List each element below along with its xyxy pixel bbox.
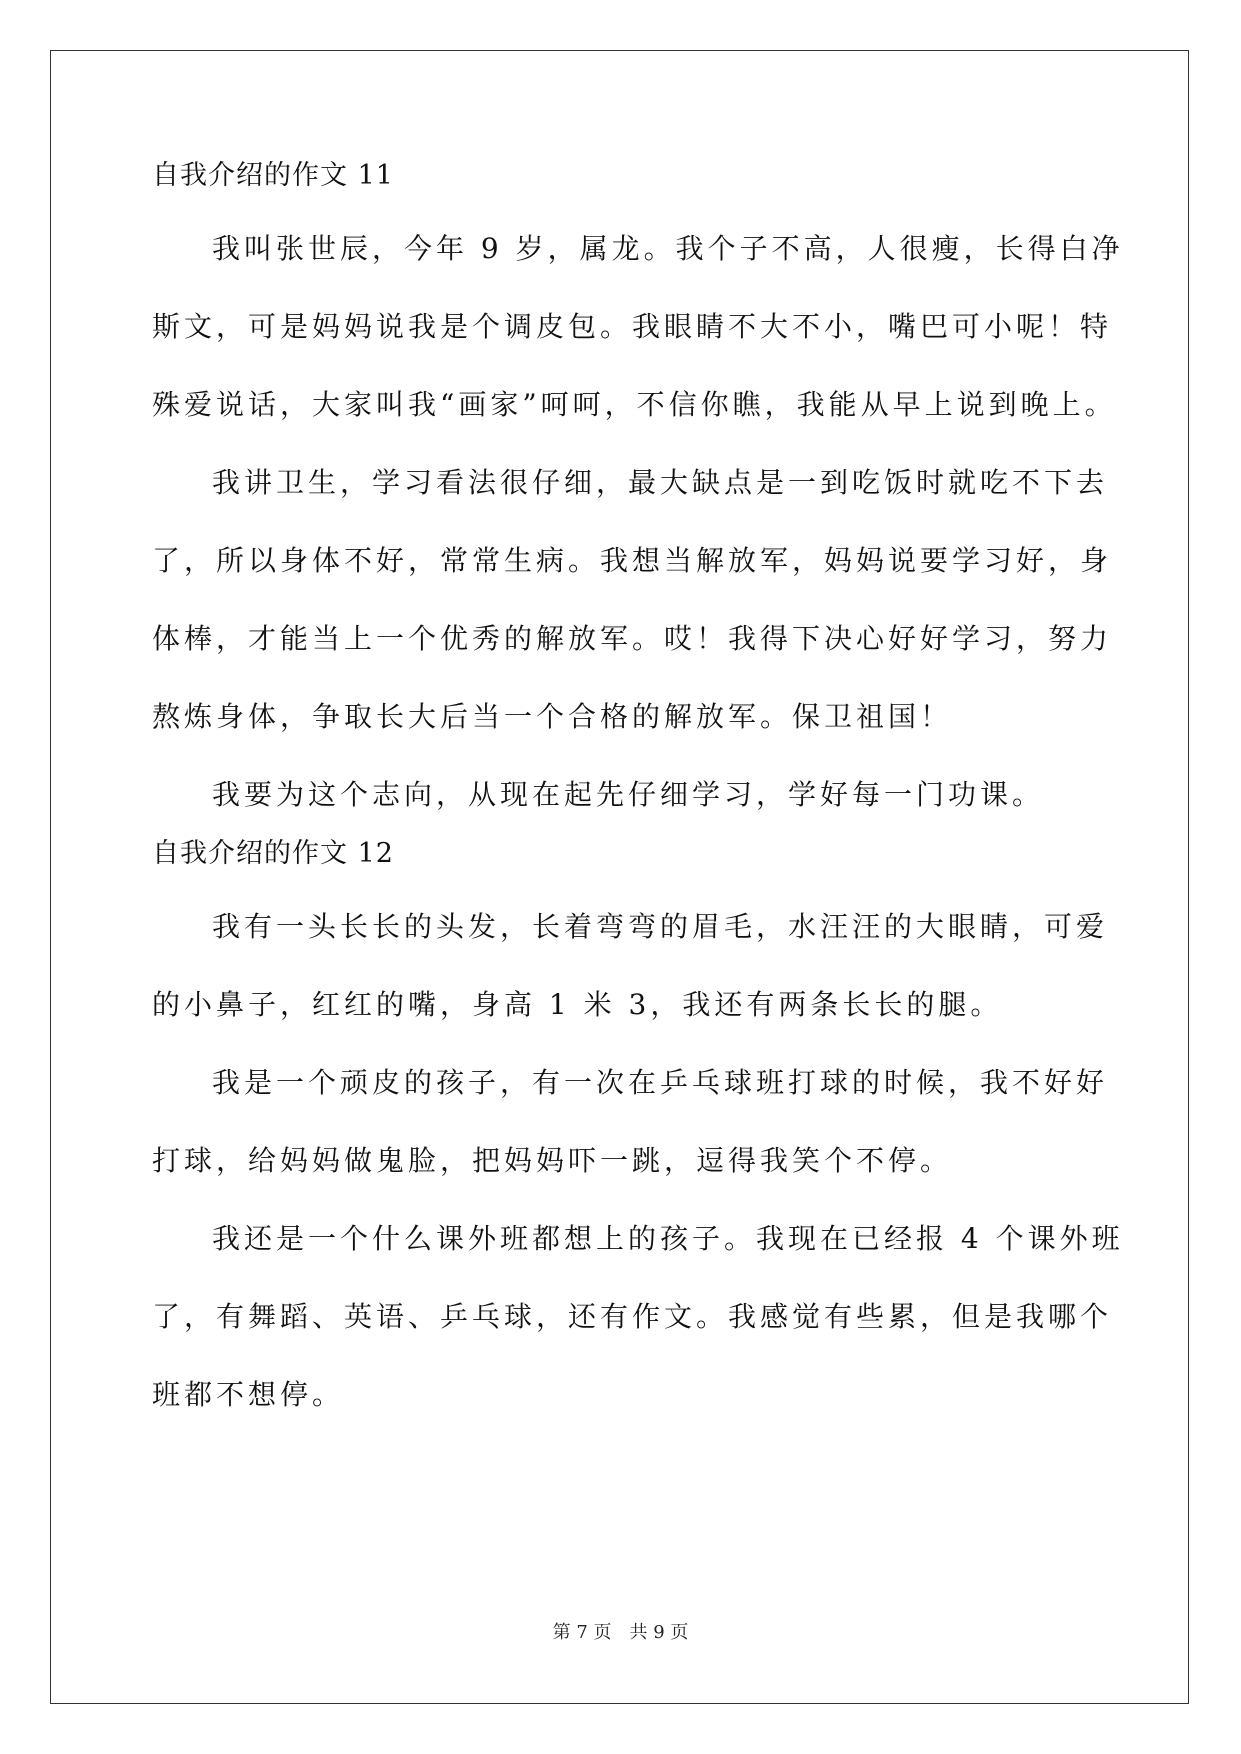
text-line: 我讲卫生，学习看法很仔细，最大缺点是一到吃饭时就吃不下去: [212, 466, 1109, 499]
text-line: 我叫张世辰，今年 9 岁，属龙。我个子不高，人很瘦，长得白净: [212, 232, 1124, 265]
paragraph: [152, 210, 1124, 444]
document-body: [152, 158, 1124, 1434]
text-line: 我有一头长长的头发，长着弯弯的眉毛，水汪汪的大眼睛，可爱: [212, 910, 1109, 943]
text-line: 体棒，才能当上一个优秀的解放军。哎！我得下决心好好学习，努力: [152, 622, 1113, 655]
paragraph: [152, 888, 1109, 1044]
text-line: 了，有舞蹈、英语、乒乓球，还有作文。我感觉有些累，但是我哪个: [152, 1300, 1113, 1333]
page-number-footer: 第 7 页 共 9 页: [552, 1622, 689, 1643]
section-title: 自我介绍的作文 11: [152, 160, 394, 191]
text-line: 斯文，可是妈妈说我是个调皮包。我眼睛不大不小，嘴巴可小呢！特: [152, 310, 1113, 343]
section-title: 自我介绍的作文 12: [152, 838, 394, 869]
text-line: 了，所以身体不好，常常生病。我想当解放军，妈妈说要学习好，身: [152, 544, 1113, 577]
paragraph: [152, 756, 1092, 834]
text-line: 殊爱说话，大家叫我“画家”呵呵，不信你瞧，我能从早上说到晚上。: [152, 388, 1117, 421]
paragraph: [152, 1044, 1109, 1200]
text-line: 的小鼻子，红红的嘴，身高 1 米 3，我还有两条长长的腿。: [152, 988, 1003, 1021]
text-line: 熬炼身体，争取长大后当一个合格的解放军。保卫祖国！: [152, 700, 953, 733]
paragraph: [152, 444, 1113, 756]
text-line: 我还是一个什么课外班都想上的孩子。我现在已经报 4 个课外班: [212, 1222, 1124, 1255]
text-line: 班都不想停。: [152, 1378, 345, 1411]
text-line: 我是一个顽皮的孩子，有一次在乒乓球班打球的时候，我不好好: [212, 1066, 1109, 1099]
text-line: 我要为这个志向，从现在起先仔细学习，学好每一门功课。: [212, 778, 1045, 811]
paragraph: [152, 1200, 1124, 1434]
text-line: 打球，给妈妈做鬼脸，把妈妈吓一跳，逗得我笑个不停。: [152, 1144, 953, 1177]
